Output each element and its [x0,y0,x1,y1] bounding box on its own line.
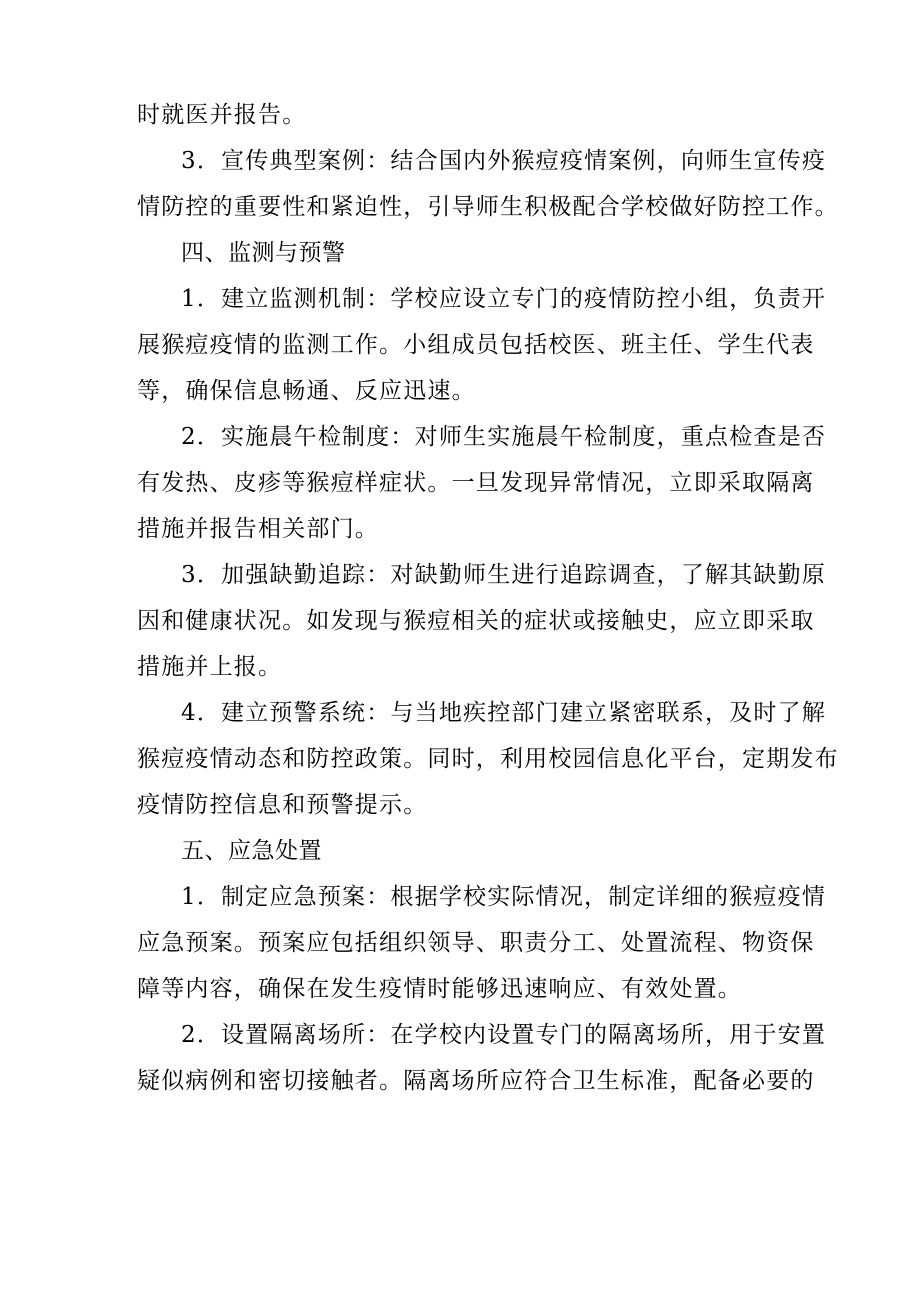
paragraph-line: 措施并上报。 [137,654,283,680]
paragraph-line: 4．建立预警系统：与当地疾控部门建立紧密联系，及时了解 [181,700,827,726]
paragraph-line: 2．实施晨午检制度：对师生实施晨午检制度，重点检查是否 [181,424,827,450]
paragraph-line: 疫情防控信息和预警提示。 [137,792,428,818]
document-body [137,92,839,1104]
paragraph-line: 情防控的重要性和紧迫性，引导师生积极配合学校做好防控工作。 [137,194,839,220]
paragraph-line: 2．设置隔离场所：在学校内设置专门的隔离场所，用于安置 [181,1022,827,1048]
paragraph-line: 应急预案。预案应包括组织领导、职责分工、处置流程、物资保 [137,930,815,956]
paragraph-line: 1．建立监测机制：学校应设立专门的疫情防控小组，负责开 [181,286,827,312]
paragraph-line: 1．制定应急预案：根据学校实际情况，制定详细的猴痘疫情 [181,884,827,910]
paragraph-line: 时就医并报告。 [137,102,307,128]
paragraph-line: 因和健康状况。如发现与猴痘相关的症状或接触史，应立即采取 [137,608,815,634]
paragraph-line: 有发热、皮疹等猴痘样症状。一旦发现异常情况，立即采取隔离 [137,470,815,496]
paragraph-line: 3．加强缺勤追踪：对缺勤师生进行追踪调查，了解其缺勤原 [181,562,827,588]
paragraph-line: 展猴痘疫情的监测工作。小组成员包括校医、班主任、学生代表 [137,332,815,358]
section-heading: 五、应急处置 [181,838,322,864]
paragraph-line: 等，确保信息畅通、反应迅速。 [137,378,476,404]
paragraph-line: 3．宣传典型案例：结合国内外猴痘疫情案例，向师生宣传疫 [181,148,827,174]
paragraph-line: 疑似病例和密切接触者。隔离场所应符合卫生标准，配备必要的 [137,1068,815,1094]
section-heading: 四、监测与预警 [181,240,346,266]
paragraph-line: 猴痘疫情动态和防控政策。同时，利用校园信息化平台，定期发布 [137,746,839,772]
paragraph-line: 障等内容，确保在发生疫情时能够迅速响应、有效处置。 [137,976,742,1002]
paragraph-line: 措施并报告相关部门。 [137,516,379,542]
